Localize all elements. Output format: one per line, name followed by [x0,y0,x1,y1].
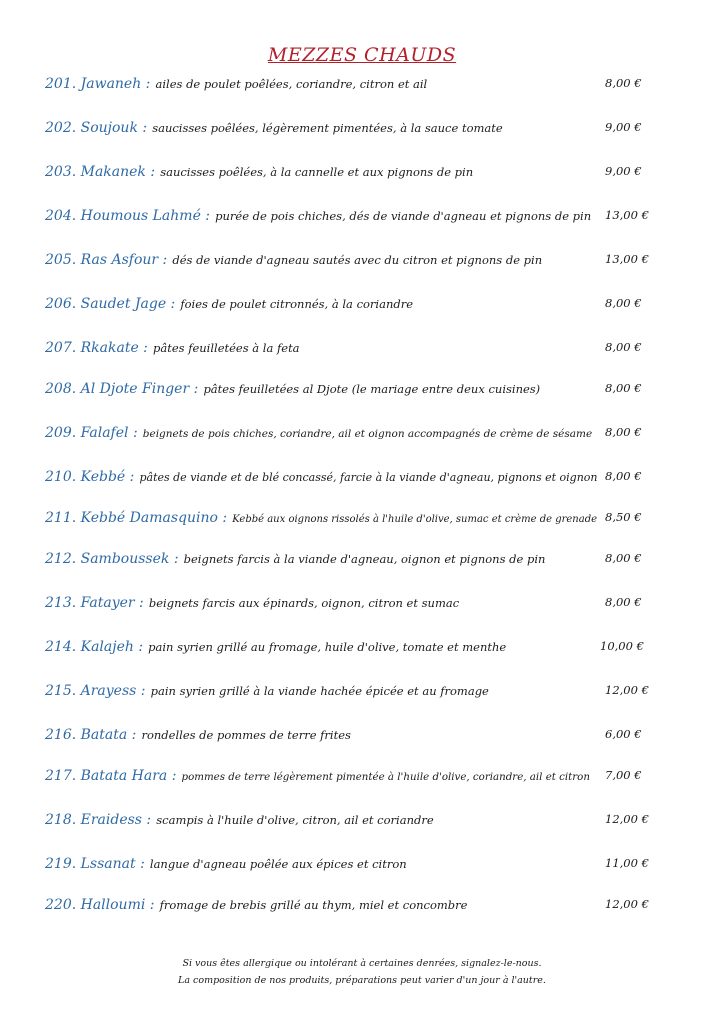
menu-item-description: rondelles de pommes de terre frites [141,728,351,742]
menu-item-description: Kebbé aux oignons rissolés à l'huile d'olive, sumac et crème de grenade [232,514,598,525]
menu-item-description: fromage de brebis grillé au thym, miel et concombre [159,898,468,912]
menu-item-text [45,248,542,271]
page-title: MEZZES CHAUDS [267,44,457,66]
menu-item-text [45,377,540,400]
menu-item-price: 12,00 € [605,897,649,911]
menu-item-name: 212. Samboussek : [45,551,179,567]
menu-item [0,893,724,917]
menu-item [0,764,724,788]
menu-item-name: 205. Ras Asfour : [45,252,168,268]
menu-item-price: 13,00 € [605,252,649,266]
menu-item-name: 207. Rkakate : [45,340,148,356]
menu-item [0,377,724,401]
menu-item-text [45,764,590,788]
menu-item-price: 13,00 € [605,208,649,222]
menu-item [0,723,724,747]
menu-item-name: 209. Falafel : [45,425,138,441]
menu-item-description: pommes de terre légèrement pimentée à l'huile d'olive, coriandre, ail et citron [181,771,590,783]
menu-item-name: 210. Kebbé : [45,469,135,485]
menu-item-text [45,336,300,359]
menu-item-price: 8,00 € [605,340,642,354]
menu-item [0,248,724,272]
menu-item-name: 219. Lssanat : [45,856,145,872]
menu-item-price: 8,00 € [605,551,642,565]
menu-item-price: 9,00 € [605,120,642,134]
menu-item [0,204,724,228]
menu-item-text [45,421,592,445]
menu-item-price: 12,00 € [605,683,649,697]
menu-item-price: 8,00 € [605,469,642,483]
menu-item-price: 11,00 € [605,856,649,870]
menu-item-description: pâtes de viande et de blé concassé, farcie à la viande d'agneau, pignons et oignon [139,471,598,484]
menu-item-text [45,591,459,614]
menu-item-price: 10,00 € [600,639,644,653]
menu-item-price: 8,00 € [605,76,642,90]
menu-item-text [45,116,503,139]
menu-item-description: langue d'agneau poêlée aux épices et citron [149,857,407,871]
menu-item-name: 216. Batata : [45,727,137,743]
menu-item-text [45,679,489,702]
menu-item-name: 214. Kalajeh : [45,639,144,655]
menu-item-name: 203. Makanek : [45,164,156,180]
menu-item-price: 6,00 € [605,727,642,741]
menu-item-text [45,635,506,658]
allergy-notice-line-1: Si vous êtes allergique ou intolérant à certaines denrées, signalez-le-nous. [182,958,542,969]
menu-item-price: 7,00 € [605,768,642,782]
menu-item-text [45,72,427,95]
menu-item-text [45,808,434,831]
menu-item-description: ailes de poulet poêlées, coriandre, citron et ail [155,77,428,91]
menu-item [0,635,724,659]
menu-item-text [45,723,351,746]
menu-item-description: beignets de pois chiches, coriandre, ail et oignon accompagnés de crème de sésame [142,428,593,440]
menu-item-description: beignets farcis aux épinards, oignon, citron et sumac [148,596,460,610]
menu-item [0,160,724,184]
menu-item-text [45,160,473,183]
menu-item-text [45,506,597,531]
menu-item-price: 8,00 € [605,425,642,439]
menu-item-name: 215. Arayess : [45,683,146,699]
menu-item-price: 12,00 € [605,812,649,826]
menu-item-name: 202. Soujouk : [45,120,148,136]
menu-item-name: 201. Jawaneh : [45,76,151,92]
menu-item-text [45,204,591,227]
menu-item-name: 204. Houmous Lahmé : [45,208,211,224]
menu-item-name: 213. Fatayer : [45,595,144,611]
menu-item-description: scampis à l'huile d'olive, citron, ail et coriandre [156,813,434,827]
menu-item-description: pain syrien grillé au fromage, huile d'olive, tomate et menthe [148,640,507,654]
menu-item-name: 208. Al Djote Finger : [45,381,199,397]
menu-item [0,506,724,530]
menu-item-description: saucisses poêlées, légèrement pimentées, à la sauce tomate [152,121,503,135]
menu-item-description: pâtes feuilletées à la feta [153,341,300,355]
allergy-notice [0,955,724,989]
menu-item [0,116,724,140]
menu-item-text [45,547,545,570]
menu-item [0,808,724,832]
menu-item [0,679,724,703]
menu-item-name: 211. Kebbé Damasquino : [45,510,228,526]
menu-item-text [45,465,597,489]
menu-item [0,72,724,96]
menu-item [0,421,724,445]
menu-item-name: 217. Batata Hara : [45,768,177,784]
menu-item-description: saucisses poêlées, à la cannelle et aux pignons de pin [160,165,474,179]
menu-item-text [45,893,467,916]
menu-item-description: foies de poulet citronnés, à la coriandre [180,297,414,311]
menu-item [0,591,724,615]
menu-item-name: 220. Halloumi : [45,897,155,913]
menu-item-description: beignets farcis à la viande d'agneau, oignon et pignons de pin [183,552,546,566]
menu-item-text [45,292,413,315]
menu-item-text [45,852,407,875]
menu-item [0,547,724,571]
allergy-notice-line-2: La composition de nos produits, préparations peut varier d'un jour à l'autre. [178,975,546,986]
menu-item [0,852,724,876]
menu-item [0,336,724,360]
menu-item-price: 8,00 € [605,595,642,609]
menu-item [0,465,724,489]
menu-item-description: purée de pois chiches, dés de viande d'agneau et pignons de pin [215,209,592,223]
menu-item-price: 8,50 € [605,510,642,524]
menu-item-description: pâtes feuilletées al Djote (le mariage entre deux cuisines) [203,382,541,396]
menu-item-price: 8,00 € [605,296,642,310]
menu-item-price: 8,00 € [605,381,642,395]
menu-item-name: 218. Eraidess : [45,812,152,828]
menu-item-description: pain syrien grillé à la viande hachée épicée et au fromage [150,684,489,698]
menu-item-description: dés de viande d'agneau sautés avec du citron et pignons de pin [172,253,543,267]
menu-item-price: 9,00 € [605,164,642,178]
menu-item [0,292,724,316]
menu-item-name: 206. Saudet Jage : [45,296,176,312]
